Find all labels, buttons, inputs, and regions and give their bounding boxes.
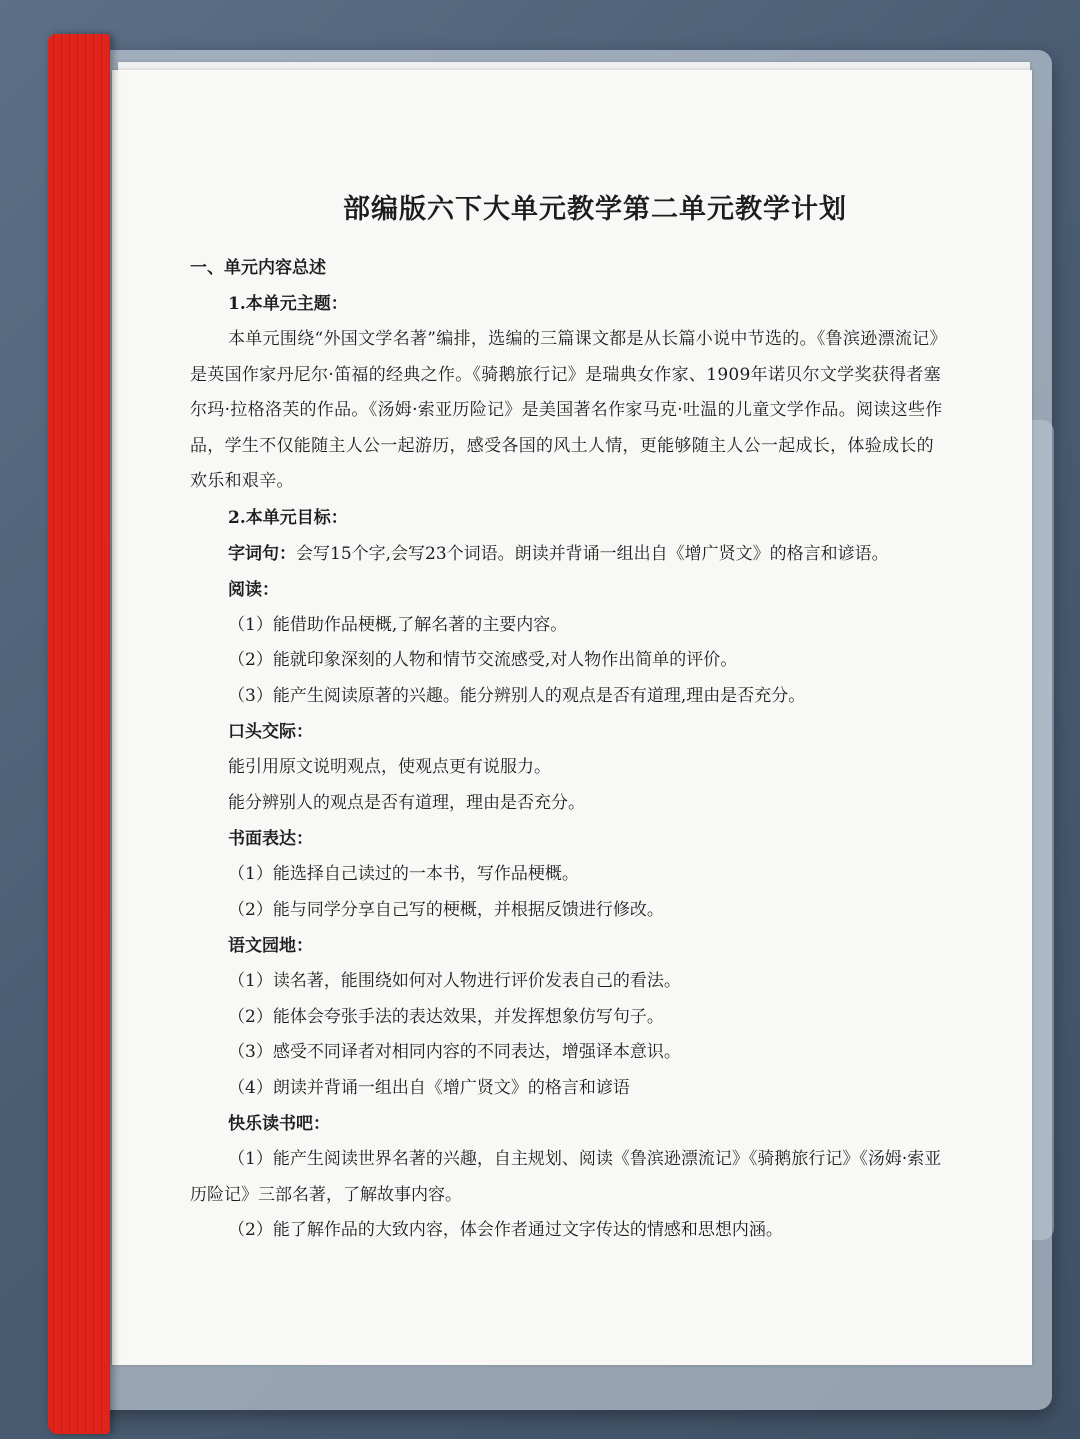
words-text: 会写15个字,会写23个词语。朗读并背诵一组出自《增广贤文》的格言和谚语。 (296, 543, 889, 564)
section-heading-overview: 一、单元内容总述 (190, 258, 326, 278)
oral-item: 能引用原文说明观点，使观点更有说服力。 (228, 757, 551, 777)
reading-label: 阅读： (228, 579, 279, 600)
reading-item: （2）能就印象深刻的人物和情节交流感受,对人物作出简单的评价。 (228, 650, 738, 670)
garden-item: （3）感受不同译者对相同内容的不同表达，增强译本意识。 (228, 1042, 681, 1062)
writing-item: （2）能与同学分享自己写的梗概，并根据反馈进行修改。 (228, 899, 664, 920)
red-binding-spine (48, 34, 110, 1434)
garden-item: （1）读名著，能围绕如何对人物进行评价发表自己的看法。 (228, 971, 681, 991)
document-title: 部编版六下大单元教学第二单元教学计划 (343, 194, 847, 225)
happy-reading-item: （2）能了解作品的大致内容，体会作者通过文字传达的情感和思想内涵。 (228, 1220, 783, 1240)
oral-label: 口头交际： (228, 722, 313, 742)
reading-item: （1）能借助作品梗概,了解名著的主要内容。 (228, 614, 568, 635)
words-goal (190, 536, 950, 572)
garden-item: （4）朗读并背诵一组出自《增广贤文》的格言和谚语 (228, 1077, 630, 1098)
happy-reading-label: 快乐读书吧： (228, 1114, 330, 1134)
garden-label: 语文园地： (228, 936, 313, 956)
words-label: 字词句： (228, 543, 296, 564)
oral-item: 能分辨别人的观点是否有道理，理由是否充分。 (228, 792, 585, 813)
writing-label: 书面表达： (228, 829, 313, 849)
theme-heading: 1.本单元主题： (228, 294, 348, 314)
garden-item: （2）能体会夸张手法的表达效果，并发挥想象仿写句子。 (228, 1006, 664, 1027)
document-content (190, 190, 950, 1249)
theme-paragraph: 本单元围绕“外国文学名著”编排，选编的三篇课文都是从长篇小说中节选的。《鲁滨逊漂流记》是英国作家丹尼尔·笛福的经典之作。《骑鹅旅行记》是瑞典女作家、1909年诺贝尔文学奖获得者塞尔玛·拉格洛芙的作品。《汤姆·索亚历险记》是美国著名作家马克·吐温的儿童文学作品。阅读这些作品，学生不仅能随主人公一起游历，感受各国的风土人情，更能够随主人公一起成长，体验成长的欢乐和艰辛。 (190, 329, 947, 491)
reading-item: （3）能产生阅读原著的兴趣。能分辨别人的观点是否有道理,理由是否充分。 (228, 685, 806, 706)
writing-item: （1）能选择自己读过的一本书，写作品梗概。 (228, 864, 579, 884)
happy-reading-item: （1）能产生阅读世界名著的兴趣，自主规划、阅读《鲁滨逊漂流记》《骑鹅旅行记》《汤姆·索亚历险记》三部名著，了解故事内容。 (190, 1149, 942, 1205)
goals-heading: 2.本单元目标： (228, 507, 348, 528)
